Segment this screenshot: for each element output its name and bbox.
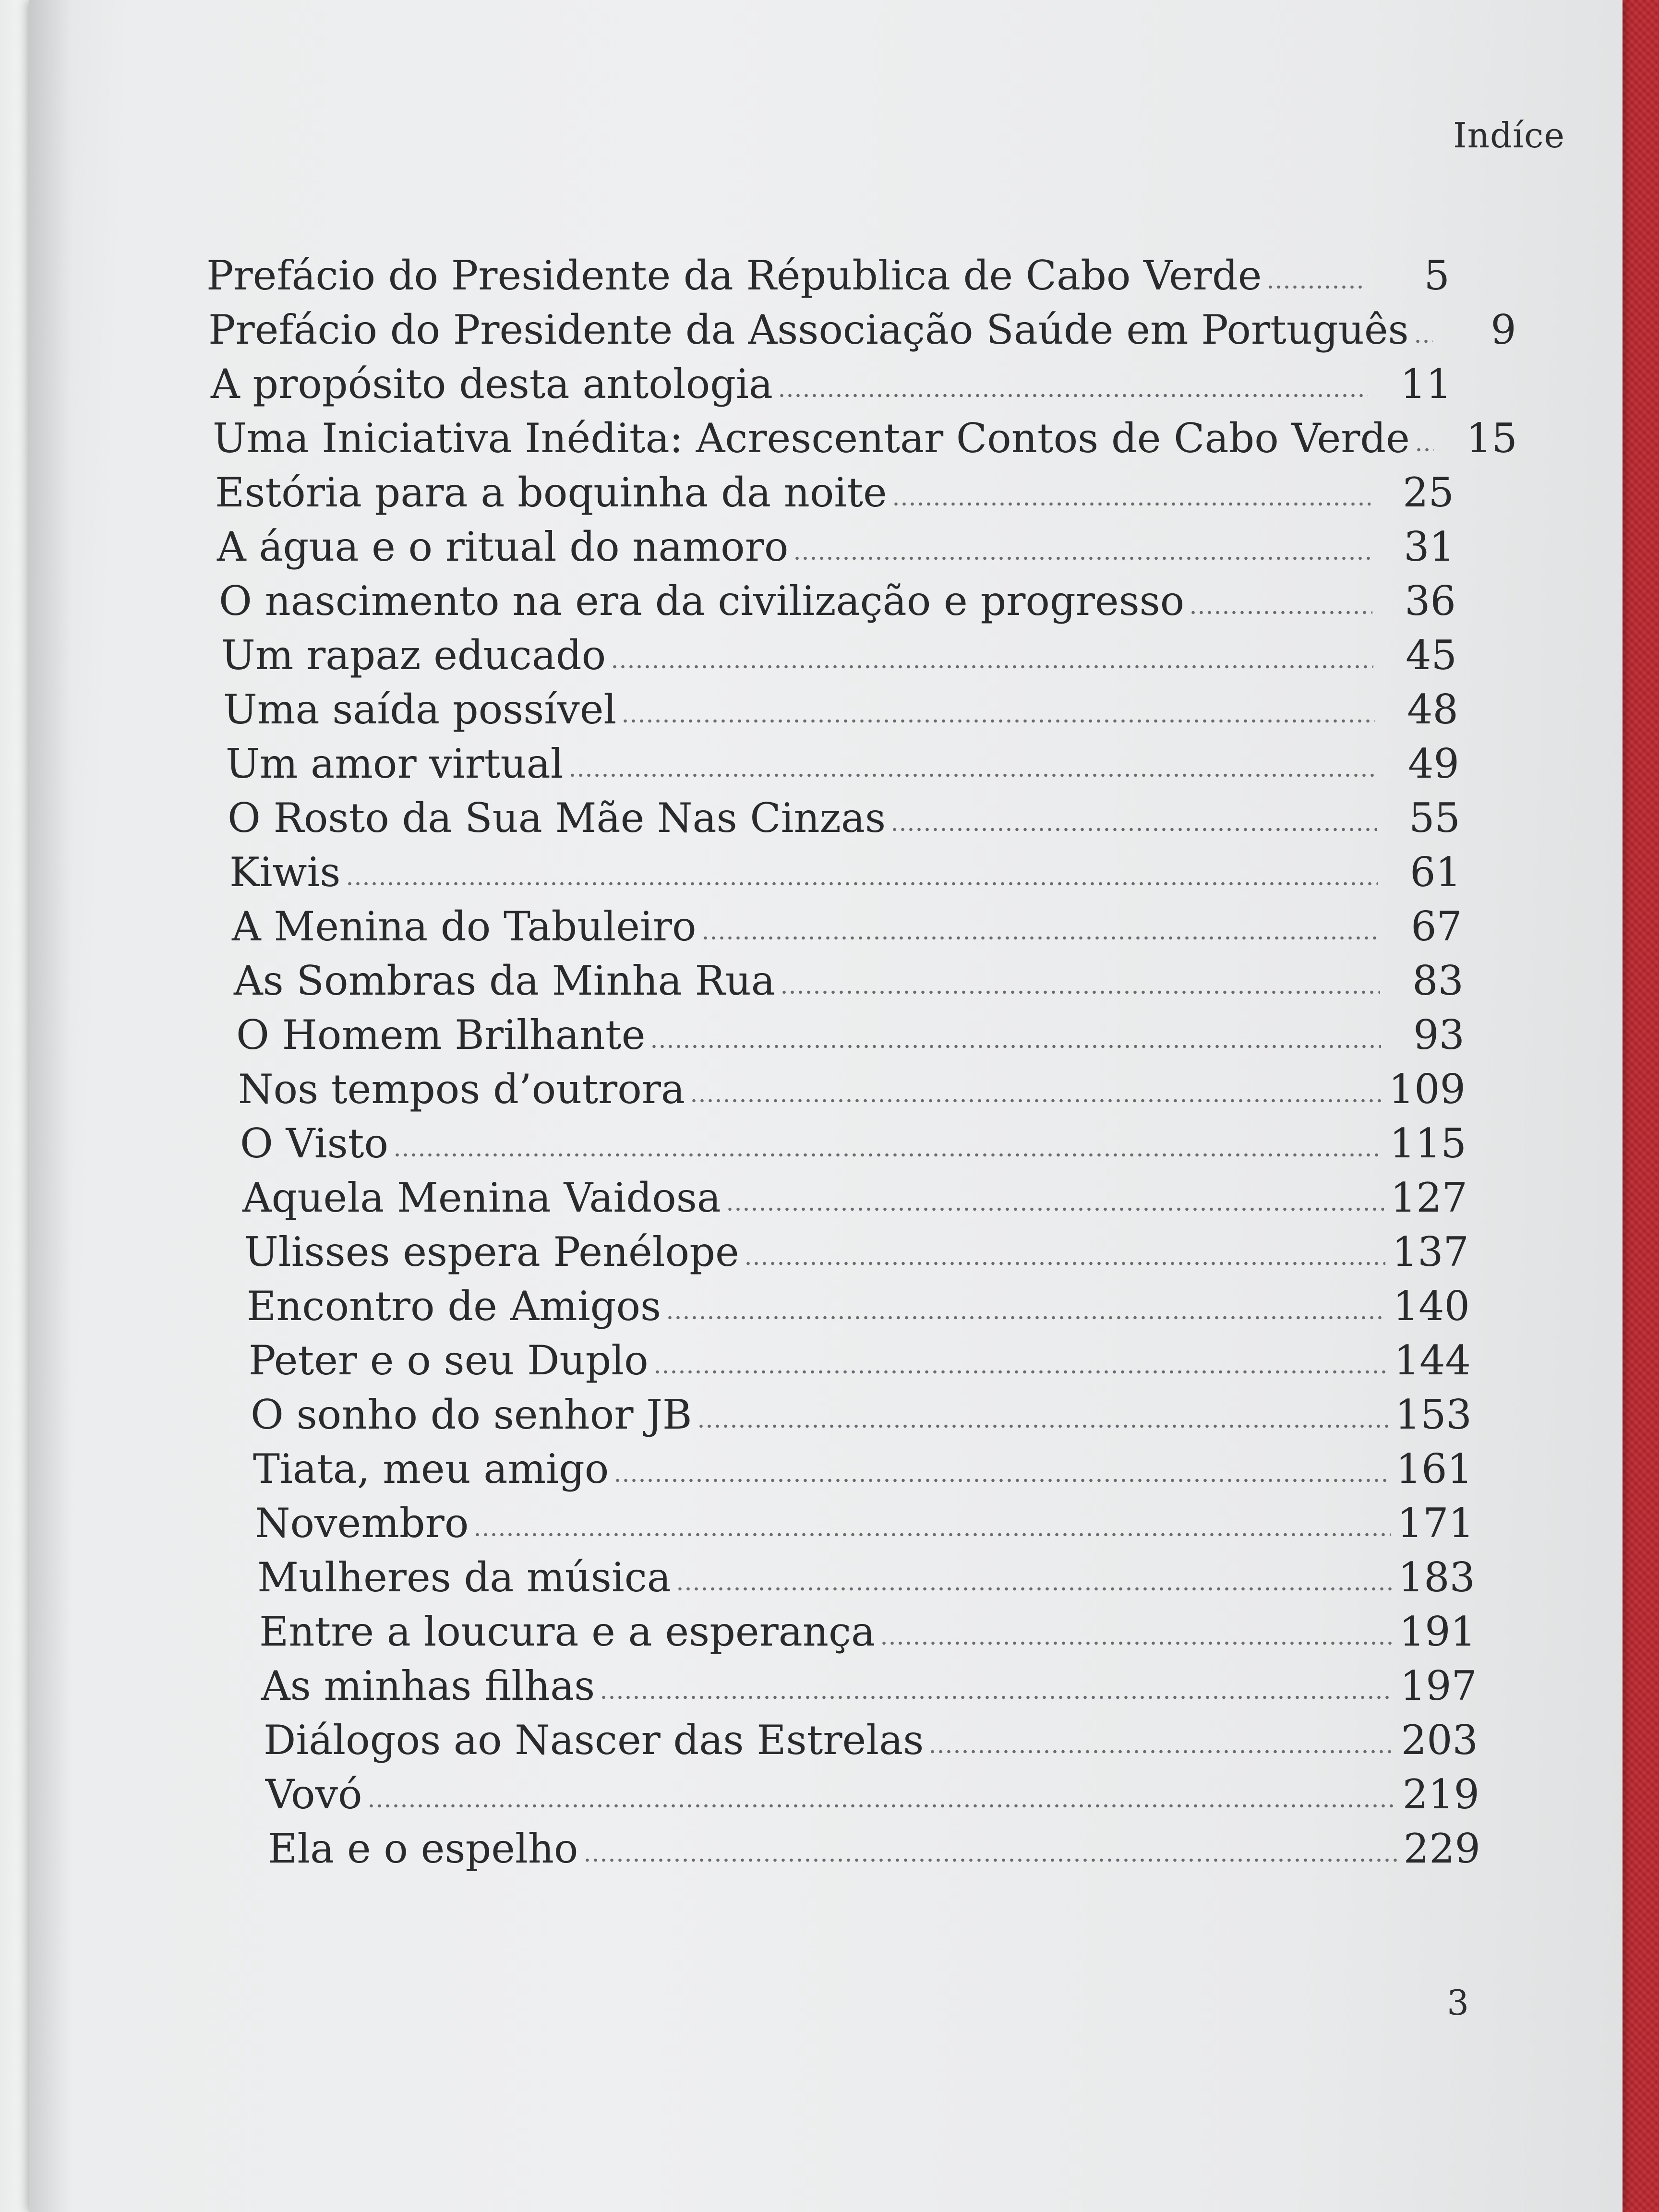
toc-entry-page: 115 [1389,1120,1467,1167]
toc-entry-page: 219 [1402,1771,1479,1818]
toc-entry-title: Um rapaz educado [221,632,606,679]
toc-entry-title: Nos tempos d’outrora [238,1066,685,1113]
toc-dot-leader [393,1149,1383,1161]
toc-entry [234,955,1464,1007]
toc-entry [265,1768,1479,1820]
toc-entry [242,1172,1467,1224]
toc-entry-page: 93 [1413,1011,1465,1058]
toc-entry-title: Aquela Menina Vaidosa [242,1174,721,1221]
toc-entry-title: Tiata, meu amigo [253,1445,609,1492]
toc-dot-leader [1414,336,1433,347]
toc-entry-page: 127 [1390,1174,1467,1221]
book-page [29,0,1623,2212]
toc-entry-title: Uma Iniciativa Inédita: Acrescentar Contos de Cabo Verde [213,415,1410,462]
toc-entry-title: O Visto [240,1120,389,1167]
toc-entry [259,1606,1476,1658]
toc-dot-leader [778,390,1368,401]
toc-dot-leader [892,498,1370,510]
toc-entry-title: A água e o ritual do namoro [217,523,789,570]
toc-entry [247,1280,1470,1332]
toc-dot-leader [367,1800,1396,1812]
toc-dot-leader [701,932,1379,944]
toc-dot-leader [666,1312,1386,1323]
toc-entry-title: Kiwis [229,849,341,896]
table-of-contents [29,250,1623,1891]
toc-entry-title: Prefácio do Presidente da Républica de Cabo Verde [206,252,1262,299]
toc-entry [236,1009,1465,1061]
toc-dot-leader [726,1203,1384,1215]
toc-entry-page: 48 [1407,686,1458,733]
toc-entry-title: Mulheres da música [257,1554,671,1601]
toc-entry-title: Estória para a boquinha da noite [215,469,887,516]
toc-entry [219,575,1456,627]
toc-entry-page: 55 [1409,794,1460,842]
toc-entry-title: As Sombras da Minha Rua [234,957,775,1004]
toc-entry-title: O Homem Brilhante [236,1011,646,1058]
toc-entry [208,304,1516,356]
toc-dot-leader [697,1420,1388,1432]
toc-dot-leader [1266,281,1366,293]
toc-entry-page: 161 [1395,1445,1473,1492]
toc-entry-page: 25 [1403,469,1454,516]
toc-entry-title: Entre a loucura e a esperança [259,1608,876,1655]
toc-entry-title: Um amor virtual [226,740,564,787]
toc-dot-leader [653,1366,1387,1378]
toc-entry [253,1443,1473,1495]
toc-entry-page: 49 [1408,740,1459,787]
toc-entry [238,1063,1466,1115]
toc-entry-page: 31 [1404,523,1455,570]
toc-entry-page: 140 [1393,1283,1470,1330]
toc-dot-leader [583,1854,1397,1866]
toc-entry-page: 11 [1400,361,1452,408]
toc-dot-leader [346,878,1378,890]
toc-entry-title: Novembro [255,1500,469,1547]
toc-entry [261,1660,1477,1712]
toc-entry [221,629,1457,681]
toc-entry [217,521,1455,573]
toc-entry-title: Encontro de Amigos [247,1283,661,1330]
toc-dot-leader [611,661,1373,673]
toc-entry-page: 183 [1398,1554,1475,1601]
toc-entry-page: 61 [1410,849,1461,896]
toc-entry-title: Peter e o seu Duplo [249,1337,649,1384]
toc-entry-title: Diálogos ao Nascer das Estrelas [264,1717,924,1764]
toc-entry-title: Ela e o espelho [268,1825,578,1872]
toc-entry [264,1714,1478,1766]
toc-dot-leader [650,1041,1381,1052]
toc-entry [228,792,1460,844]
toc-entry [206,250,1450,301]
toc-entry-page: 83 [1412,957,1464,1004]
toc-dot-leader [1415,444,1434,456]
toc-dot-leader [880,1637,1393,1649]
toc-entry [255,1497,1474,1549]
toc-entry-page: 5 [1424,252,1450,299]
toc-entry-page: 137 [1392,1228,1469,1275]
toc-dot-leader [928,1746,1394,1757]
toc-entry-page: 197 [1400,1662,1477,1709]
toc-entry-title: O Rosto da Sua Mãe Nas Cinzas [228,794,886,842]
toc-entry [215,467,1454,518]
toc-dot-leader [568,769,1376,781]
toc-entry-title: As minhas filhas [261,1662,595,1709]
toc-dot-leader [890,824,1377,835]
toc-entry-title: O sonho do senhor JB [251,1391,692,1438]
toc-entry-page: 36 [1405,577,1456,625]
toc-entry [229,846,1461,898]
toc-entry [211,358,1452,410]
toc-dot-leader [690,1095,1382,1106]
toc-entry-page: 144 [1394,1337,1471,1384]
toc-entry [223,684,1458,735]
toc-entry-page: 153 [1395,1391,1472,1438]
toc-entry-page: 191 [1399,1608,1476,1655]
toc-dot-leader [621,715,1375,727]
toc-entry-page: 15 [1466,415,1517,462]
toc-entry-page: 45 [1406,632,1457,679]
toc-entry-title: Prefácio do Presidente da Associação Saúde em Português [208,306,1409,353]
toc-entry [226,738,1459,790]
toc-entry-title: A propósito desta antologia [211,361,773,408]
toc-entry [213,412,1517,464]
toc-dot-leader [676,1583,1392,1595]
toc-entry-title: Uma saída possível [223,686,617,733]
toc-dot-leader [780,986,1380,998]
toc-entry-page: 9 [1491,306,1516,353]
toc-entry [244,1226,1469,1278]
toc-entry-page: 229 [1403,1825,1480,1872]
toc-entry-page: 203 [1401,1717,1478,1764]
toc-entry-title: O nascimento na era da civilização e progresso [219,577,1185,625]
toc-entry-page: 109 [1388,1066,1466,1113]
toc-entry-title: Ulisses espera Penélope [244,1228,739,1275]
toc-dot-leader [613,1475,1389,1486]
toc-entry [268,1823,1480,1875]
toc-entry [249,1334,1471,1386]
toc-entry [257,1551,1475,1603]
toc-dot-leader [473,1529,1390,1540]
toc-entry-page: 67 [1411,903,1462,950]
page-number: 3 [1447,1983,1469,2023]
toc-dot-leader [793,553,1371,564]
toc-entry [232,901,1462,952]
toc-entry [240,1118,1467,1169]
index-heading: Indíce [1453,115,1565,156]
toc-entry [251,1389,1472,1441]
toc-dot-leader [1189,607,1372,618]
toc-dot-leader [744,1258,1385,1269]
toc-entry-page: 171 [1397,1500,1474,1547]
toc-entry-title: A Menina do Tabuleiro [232,903,697,950]
toc-dot-leader [600,1692,1393,1703]
toc-entry-title: Vovó [265,1771,362,1818]
